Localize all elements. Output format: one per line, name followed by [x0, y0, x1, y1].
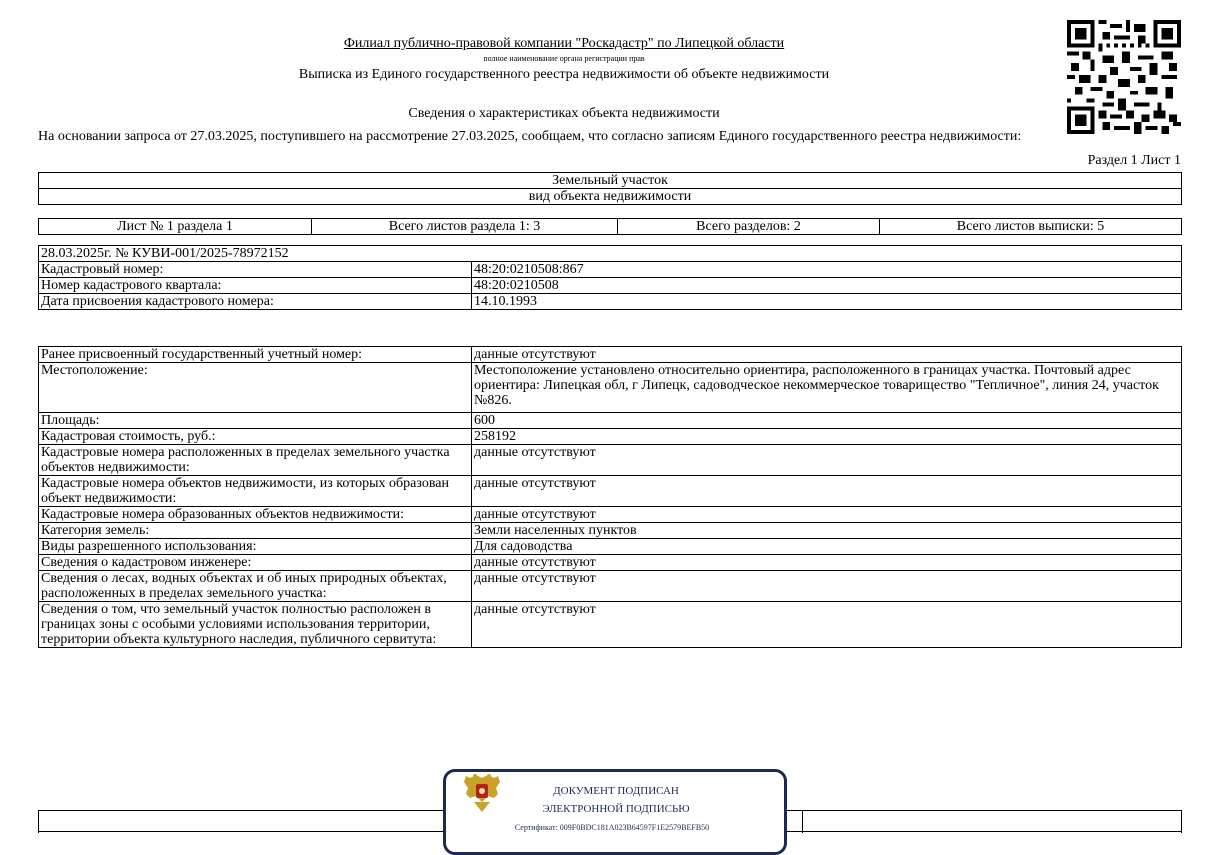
row-label: Сведения о лесах, водных объектах и об иных природных объектах, расположенных в пределах земельного участка:: [39, 571, 472, 602]
row-label: Категория земель:: [39, 523, 472, 539]
section-sheet-label: Раздел 1 Лист 1: [1087, 153, 1181, 168]
land-category: Земли населенных пунктов: [472, 523, 1182, 539]
organization-caption: полное наименование органа регистрации прав: [483, 54, 645, 63]
row-value: данные отсутствуют: [472, 555, 1182, 571]
extract-date-number: 28.03.2025г. № КУВИ-001/2025-78972152: [39, 246, 1182, 262]
table-row: [39, 429, 1182, 445]
sheet-info-table: [38, 218, 1182, 235]
row-label: Кадастровая стоимость, руб.:: [39, 429, 472, 445]
permitted-use: Для садоводства: [472, 539, 1182, 555]
qr-code-icon: [1066, 20, 1182, 134]
row-value: данные отсутствуют: [472, 602, 1182, 648]
row-label: Кадастровые номера образованных объектов недвижимости:: [39, 507, 472, 523]
footer-table-border: [781, 831, 1182, 832]
assignment-date: 14.10.1993: [472, 294, 1182, 310]
section-title: Сведения о характеристиках объекта недвижимости: [408, 106, 720, 121]
cadastral-value: 258192: [472, 429, 1182, 445]
object-type-table: [38, 172, 1182, 205]
row-label: Сведения о кадастровом инженере:: [39, 555, 472, 571]
location-value: Местоположение установлено относительно ориентира, расположенного в границах участка. Почтовый адрес ориентира: Липецкая обл, г Липецк, садоводческое некоммерческое товарищество "Тепличное", линия 24, участок №826.: [472, 363, 1182, 413]
characteristics-table: [38, 346, 1182, 648]
row-label: Площадь:: [39, 413, 472, 429]
stamp-certificate: Сертификат: 009F0BDC181A023B64597F1E2579BEFB50: [514, 823, 710, 832]
area-value: 600: [472, 413, 1182, 429]
cadastral-number: 48:20:0210508:867: [472, 262, 1182, 278]
request-basis: На основании запроса от 27.03.2025, поступившего на рассмотрение 27.03.2025, сообщаем, что согласно записям Единого государственного реестра недвижимости:: [38, 129, 1022, 144]
footer-table-border: [1181, 810, 1182, 833]
row-label: Кадастровые номера объектов недвижимости, из которых образован объект недвижимости:: [39, 476, 472, 507]
footer-table-border: [38, 810, 445, 811]
identification-table: [38, 245, 1182, 310]
row-value: данные отсутствуют: [472, 445, 1182, 476]
total-section-sheets: Всего листов раздела 1: 3: [312, 219, 618, 235]
organization-name: Филиал публично-правовой компании "Роскадастр" по Липецкой области: [343, 36, 785, 51]
object-type: Земельный участок: [39, 173, 1182, 189]
row-label: Кадастровые номера расположенных в пределах земельного участка объектов недвижимости:: [39, 445, 472, 476]
table-row: [39, 294, 1182, 310]
total-extract-sheets: Всего листов выписки: 5: [880, 219, 1182, 235]
row-value: данные отсутствуют: [472, 507, 1182, 523]
table-row: [39, 523, 1182, 539]
table-row: [39, 539, 1182, 555]
table-row: [39, 278, 1182, 294]
table-row: [39, 602, 1182, 648]
footer-table-border: [802, 810, 803, 833]
row-label: Номер кадастрового квартала:: [39, 278, 472, 294]
row-value: данные отсутствуют: [472, 347, 1182, 363]
table-row: [39, 476, 1182, 507]
row-label: Местоположение:: [39, 363, 472, 413]
footer-table-border: [750, 810, 1182, 811]
table-row: [39, 555, 1182, 571]
row-label: Ранее присвоенный государственный учетный номер:: [39, 347, 472, 363]
table-row: [39, 363, 1182, 413]
table-row: [39, 571, 1182, 602]
table-row: [39, 347, 1182, 363]
stamp-title: ДОКУМЕНТ ПОДПИСАН: [553, 785, 679, 797]
row-value: данные отсутствуют: [472, 571, 1182, 602]
table-row: [39, 507, 1182, 523]
table-row: [39, 262, 1182, 278]
cadastral-quarter: 48:20:0210508: [472, 278, 1182, 294]
stamp-subtitle: ЭЛЕКТРОННОЙ ПОДПИСЬЮ: [542, 803, 690, 815]
document-title: Выписка из Единого государственного реестра недвижимости об объекте недвижимости: [298, 67, 830, 82]
table-row: [39, 445, 1182, 476]
row-label: Кадастровый номер:: [39, 262, 472, 278]
row-label: Сведения о том, что земельный участок полностью расположен в границах зоны с особыми условиями использования территории, территории объекта культурного наследия, публичного сервитута:: [39, 602, 472, 648]
sheet-number: Лист № 1 раздела 1: [39, 219, 312, 235]
row-label: Виды разрешенного использования:: [39, 539, 472, 555]
total-sections: Всего разделов: 2: [618, 219, 880, 235]
footer-table-border: [38, 831, 445, 832]
row-label: Дата присвоения кадастрового номера:: [39, 294, 472, 310]
footer-table-border: [38, 810, 39, 833]
table-row: [39, 413, 1182, 429]
object-type-caption: вид объекта недвижимости: [39, 189, 1182, 205]
row-value: данные отсутствуют: [472, 476, 1182, 507]
